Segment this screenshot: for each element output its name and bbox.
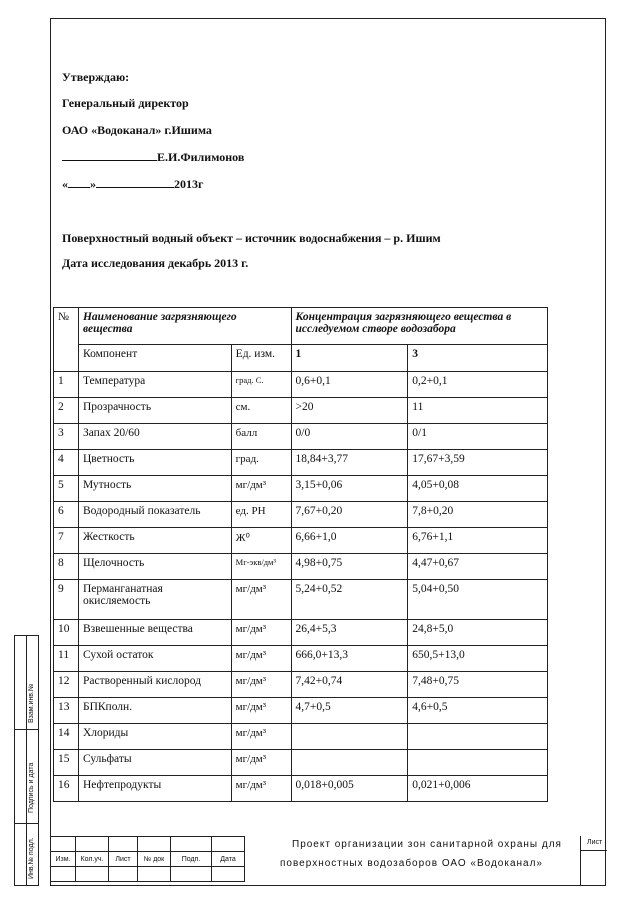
project-title-line2: поверхностных водозаборов ОАО «Водоканал» bbox=[280, 858, 543, 869]
table-row bbox=[54, 698, 548, 724]
approval-sidebar bbox=[14, 635, 50, 886]
row-component: Жесткость bbox=[78, 528, 231, 554]
header-site-3: 3 bbox=[408, 345, 548, 372]
title-block bbox=[50, 836, 606, 886]
table-row bbox=[54, 672, 548, 698]
sign-date-label: Подпись и дата bbox=[28, 762, 35, 813]
row-unit: мг/дм³ bbox=[231, 776, 291, 802]
company-name: ОАО «Водоканал» г.Ишима bbox=[62, 123, 212, 137]
table-row bbox=[54, 398, 548, 424]
row-number: 16 bbox=[54, 776, 79, 802]
table-row bbox=[54, 724, 548, 750]
table-row bbox=[54, 750, 548, 776]
row-number: 8 bbox=[54, 554, 79, 580]
pollutants-table bbox=[53, 307, 548, 802]
row-number: 14 bbox=[54, 724, 79, 750]
row-value-site-1: 666,0+13,3 bbox=[291, 646, 408, 672]
row-number: 11 bbox=[54, 646, 79, 672]
table-row bbox=[54, 646, 548, 672]
row-value-site-3: 0/1 bbox=[408, 424, 548, 450]
row-number: 12 bbox=[54, 672, 79, 698]
revision-col-label: Дата bbox=[212, 852, 245, 867]
row-number: 7 bbox=[54, 528, 79, 554]
table-row bbox=[54, 580, 548, 620]
row-component: Взвешенные вещества bbox=[78, 620, 231, 646]
header-substance-name: Наименование загрязняющего вещества bbox=[78, 308, 291, 345]
row-value-site-3: 11 bbox=[408, 398, 548, 424]
row-number: 6 bbox=[54, 502, 79, 528]
water-object-heading: Поверхностный водный объект – источник водоснабжения – р. Ишим bbox=[62, 231, 441, 245]
revision-col-label: Лист bbox=[109, 852, 138, 867]
row-number: 9 bbox=[54, 580, 79, 620]
row-value-site-3 bbox=[408, 750, 548, 776]
project-title-line1: Проект организации зон санитарной охраны для bbox=[292, 839, 562, 850]
row-component: БПКполн. bbox=[78, 698, 231, 724]
row-component: Щелочность bbox=[78, 554, 231, 580]
row-unit: Ж⁰ bbox=[231, 528, 291, 554]
row-component: Запах 20/60 bbox=[78, 424, 231, 450]
row-value-site-3: 4,47+0,67 bbox=[408, 554, 548, 580]
row-number: 2 bbox=[54, 398, 79, 424]
table-row bbox=[54, 554, 548, 580]
approval-date: « » 2013г bbox=[62, 177, 204, 191]
row-value-site-1: 18,84+3,77 bbox=[291, 450, 408, 476]
sheet-label: Лист bbox=[587, 839, 603, 846]
signer-name: Е.И.Филимонов bbox=[157, 150, 245, 164]
row-component: Мутность bbox=[78, 476, 231, 502]
row-number: 5 bbox=[54, 476, 79, 502]
project-title bbox=[272, 836, 582, 886]
row-value-site-1: 0,018+0,005 bbox=[291, 776, 408, 802]
revision-col-label: Кол.уч. bbox=[76, 852, 109, 867]
row-unit: ед. РН bbox=[231, 502, 291, 528]
table-row bbox=[54, 528, 548, 554]
row-component: Сухой остаток bbox=[78, 646, 231, 672]
row-value-site-1 bbox=[291, 750, 408, 776]
row-value-site-3: 650,5+13,0 bbox=[408, 646, 548, 672]
row-component: Сульфаты bbox=[78, 750, 231, 776]
table-row bbox=[54, 372, 548, 398]
row-value-site-1: 7,42+0,74 bbox=[291, 672, 408, 698]
row-value-site-1: 0,6+0,1 bbox=[291, 372, 408, 398]
row-value-site-3: 24,8+5,0 bbox=[408, 620, 548, 646]
approval-year: 2013г bbox=[174, 177, 204, 191]
row-value-site-1: 4,7+0,5 bbox=[291, 698, 408, 724]
row-unit: мг/дм³ bbox=[231, 476, 291, 502]
row-unit: мг/дм³ bbox=[231, 750, 291, 776]
revision-col-label: № док bbox=[138, 852, 171, 867]
row-component: Прозрачность bbox=[78, 398, 231, 424]
table-row bbox=[54, 620, 548, 646]
row-value-site-1: 6,66+1,0 bbox=[291, 528, 408, 554]
row-value-site-1: 5,24+0,52 bbox=[291, 580, 408, 620]
inv-number-label: Инв.№ подл. bbox=[28, 837, 35, 879]
row-unit: мг/дм³ bbox=[231, 646, 291, 672]
row-value-site-3: 4,05+0,08 bbox=[408, 476, 548, 502]
signature-line bbox=[62, 150, 244, 165]
row-value-site-1: 7,67+0,20 bbox=[291, 502, 408, 528]
row-unit: мг/дм³ bbox=[231, 724, 291, 750]
row-number: 15 bbox=[54, 750, 79, 776]
row-unit: мг/дм³ bbox=[231, 698, 291, 724]
row-unit: град. С. bbox=[231, 372, 291, 398]
row-unit: Мг-экв/дм³ bbox=[231, 554, 291, 580]
row-value-site-1: 26,4+5,3 bbox=[291, 620, 408, 646]
sheet-box bbox=[580, 836, 607, 886]
row-unit: мг/дм³ bbox=[231, 620, 291, 646]
table-row bbox=[54, 424, 548, 450]
header-unit: Ед. изм. bbox=[231, 345, 291, 372]
revision-col-label: Подп. bbox=[171, 852, 212, 867]
approve-label: Утверждаю: bbox=[62, 70, 130, 84]
row-value-site-1: 0/0 bbox=[291, 424, 408, 450]
row-value-site-3: 6,76+1,1 bbox=[408, 528, 548, 554]
row-value-site-3: 0,2+0,1 bbox=[408, 372, 548, 398]
exchange-inv-label: Взам.инв.№ bbox=[28, 683, 35, 723]
row-value-site-3: 0,021+0,006 bbox=[408, 776, 548, 802]
row-unit: мг/дм³ bbox=[231, 672, 291, 698]
row-value-site-3: 7,48+0,75 bbox=[408, 672, 548, 698]
table-row bbox=[54, 776, 548, 802]
row-component: Температура bbox=[78, 372, 231, 398]
row-value-site-3: 5,04+0,50 bbox=[408, 580, 548, 620]
row-value-site-1: 3,15+0,06 bbox=[291, 476, 408, 502]
row-unit: балл bbox=[231, 424, 291, 450]
row-number: 10 bbox=[54, 620, 79, 646]
revision-table bbox=[50, 836, 245, 882]
row-number: 4 bbox=[54, 450, 79, 476]
table-row bbox=[54, 502, 548, 528]
row-component: Перманганатная окисляемость bbox=[78, 580, 231, 620]
table-row bbox=[54, 476, 548, 502]
row-value-site-3: 7,8+0,20 bbox=[408, 502, 548, 528]
row-unit: мг/дм³ bbox=[231, 580, 291, 620]
row-value-site-1: >20 bbox=[291, 398, 408, 424]
row-component: Водородный показатель bbox=[78, 502, 231, 528]
row-value-site-3: 4,6+0,5 bbox=[408, 698, 548, 724]
row-component: Нефтепродукты bbox=[78, 776, 231, 802]
header-component: Компонент bbox=[78, 345, 231, 372]
row-component: Хлориды bbox=[78, 724, 231, 750]
row-value-site-1 bbox=[291, 724, 408, 750]
row-value-site-3: 17,67+3,59 bbox=[408, 450, 548, 476]
header-site-1: 1 bbox=[291, 345, 408, 372]
row-number: 1 bbox=[54, 372, 79, 398]
table-row bbox=[54, 450, 548, 476]
row-component: Цветность bbox=[78, 450, 231, 476]
row-number: 13 bbox=[54, 698, 79, 724]
row-value-site-1: 4,98+0,75 bbox=[291, 554, 408, 580]
study-date-heading: Дата исследования декабрь 2013 г. bbox=[62, 256, 249, 270]
header-concentration: Концентрация загрязняющего вещества в исследуемом створе водозабора bbox=[291, 308, 547, 345]
revision-col-label: Изм. bbox=[51, 852, 76, 867]
row-number: 3 bbox=[54, 424, 79, 450]
director-position: Генеральный директор bbox=[62, 96, 189, 110]
row-value-site-3 bbox=[408, 724, 548, 750]
row-unit: град. bbox=[231, 450, 291, 476]
row-component: Растворенный кислород bbox=[78, 672, 231, 698]
header-number: № bbox=[54, 308, 79, 372]
row-unit: см. bbox=[231, 398, 291, 424]
